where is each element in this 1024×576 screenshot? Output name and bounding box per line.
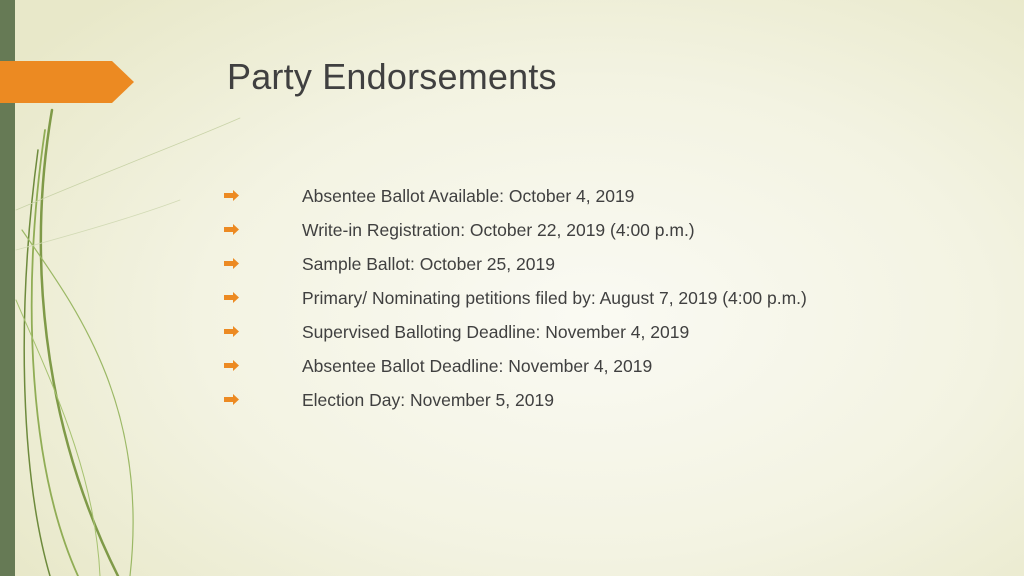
bullet-text: Absentee Ballot Deadline: November 4, 2019 xyxy=(302,356,653,376)
bullet-text: Supervised Balloting Deadline: November 4, 2019 xyxy=(302,322,690,342)
arrow-bullet-icon xyxy=(224,224,239,235)
bullet-text: Primary/ Nominating petitions filed by: August 7, 2019 (4:00 p.m.) xyxy=(302,288,807,308)
arrow-bullet-icon xyxy=(224,360,239,371)
bullet-text: Election Day: November 5, 2019 xyxy=(302,390,554,410)
bullet-text: Sample Ballot: October 25, 2019 xyxy=(302,254,555,274)
title-accent-tab xyxy=(0,61,134,103)
arrow-bullet-icon xyxy=(224,326,239,337)
arrow-bullet-icon xyxy=(224,258,239,269)
arrow-bullet-icon xyxy=(224,190,239,201)
bullet-text: Absentee Ballot Available: October 4, 2019 xyxy=(302,186,635,206)
arrow-bullet-icon xyxy=(224,292,239,303)
slide-title: Party Endorsements xyxy=(227,56,557,97)
bullet-text: Write-in Registration: October 22, 2019 (4:00 p.m.) xyxy=(302,220,695,240)
arrow-bullet-icon xyxy=(224,394,239,405)
